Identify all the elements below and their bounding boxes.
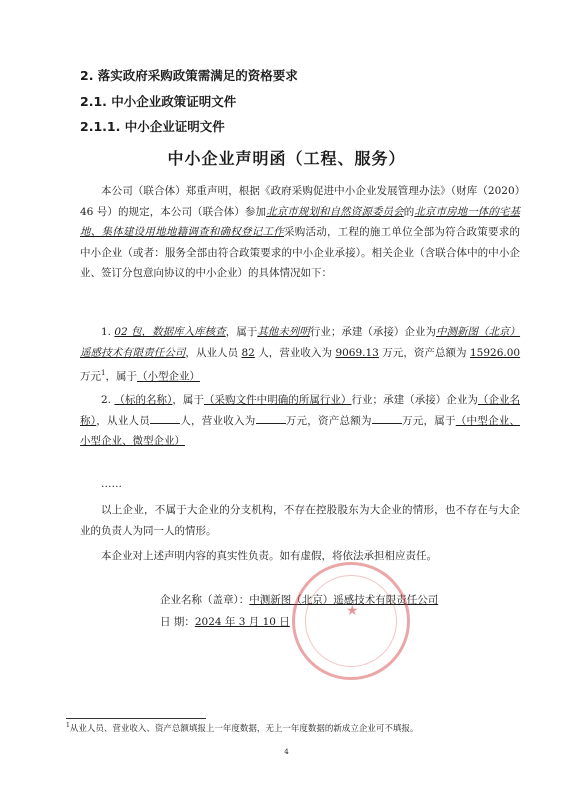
intro-text-2: 采购活动，工程的施工单位全部为符合政策要求的中小企业（或者：服务全部由符合政策要求的中小企业承接）。相关企业（含联合体中的中小企业、签订分包意向协议的中小企业）的具体情况如下：: [80, 226, 521, 280]
intro-text-1b: 的: [403, 205, 415, 218]
intro-text-1: 本公司（联合体）郑重声明，根据《政府采购促进中小企业发展管理办法》（财库（2020）46 号）的规定，本公司（联合体）参加: [80, 185, 520, 218]
footnote: $^1$从业人员、营业收入、资产总额填报上一年度数据，无上一年度数据的新成立企业可不填报。: [66, 722, 419, 734]
item1-company: 中测新图（北京）遥感技术有限责任公司: [80, 326, 521, 359]
item1-industry: 其他未列明: [257, 326, 310, 338]
item1-revenue: 9069.13: [335, 346, 379, 359]
enterprise-item-1: 1. 02 包，数据库入库核查，属于其他未列明行业；承建（承接）企业为中测新图（北京）遥感技术有限责任公司，从业人员 82 人，营业收入为 9069.13 万元，资产总额为 15926.00 万元$^1$，属于（小型企业）: [80, 326, 521, 383]
statement-paragraph: 以上企业，不属于大企业的分支机构，不存在控股股东为大企业的情形，也不存在与大企业的负责人为同一人的情形。: [80, 504, 520, 537]
document-title: 中小企业声明函（工程、服务）: [167, 149, 406, 168]
footnote-text: 从业人员、营业收入、资产总额填报上一年度数据，无上一年度数据的新成立企业可不填报。: [69, 724, 419, 734]
company-seal-stamp: [292, 562, 410, 680]
page-number: 4: [284, 748, 289, 756]
item2-assets-blank: [372, 413, 402, 424]
heading-level-3: 2.1.1. 中小企业证明文件: [80, 119, 225, 134]
heading-level-2: 2.1. 中小企业政策证明文件: [80, 94, 237, 109]
intro-paragraph: [80, 181, 520, 284]
seal-inner-ring: [305, 575, 397, 667]
purchaser-name: 北京市规划和自然资源委员会: [266, 205, 404, 218]
item1-staff: 82: [241, 346, 255, 359]
project-name: 北京市房地一体的宅基地、集体建设用地地籍调查和确权登记工作: [80, 205, 521, 239]
item2-staff-blank: [150, 413, 180, 424]
item1-size: （小型企业）: [136, 370, 200, 383]
heading-level-1: 2. 落实政府采购政策需满足的资格要求: [80, 68, 298, 83]
item1-lot: 02 包，数据库入库核查: [114, 326, 226, 338]
date-value: 2024 年 3 月 10 日: [194, 616, 290, 628]
enterprise-item-2: 2. （标的名称），属于（采购文件中明确的所属行业）行业；承建（承接）企业为（企业名称），从业人员 人，营业收入为 万元，资产总额为 万元，属于（中型企业、小型企业、微型企业）: [80, 394, 521, 448]
item2-lot: （标的名称）: [114, 394, 173, 406]
item2-company: （企业名称）: [80, 394, 521, 427]
footnote-ref: 1: [101, 369, 106, 378]
item2-industry: （采购文件中明确的所属行业）: [203, 394, 352, 406]
item2-size: （中型企业、小型企业、微型企业）: [80, 414, 520, 448]
seal-star-icon: ★: [346, 603, 359, 619]
item2-revenue-blank: [256, 413, 286, 424]
signature-company: 中测新图（北京）遥感技术有限责任公司: [249, 594, 439, 606]
responsibility-paragraph: 本企业对上述声明内容的真实性负责。如有虚假，将依法承担相应责任。: [101, 550, 437, 562]
footnote-divider: [66, 718, 206, 719]
date-label: 日 期：: [160, 616, 195, 628]
ellipsis: ……: [101, 478, 122, 490]
signature-label: 企业名称（盖章）：: [160, 594, 250, 606]
item1-assets: 15926.00: [469, 346, 521, 359]
